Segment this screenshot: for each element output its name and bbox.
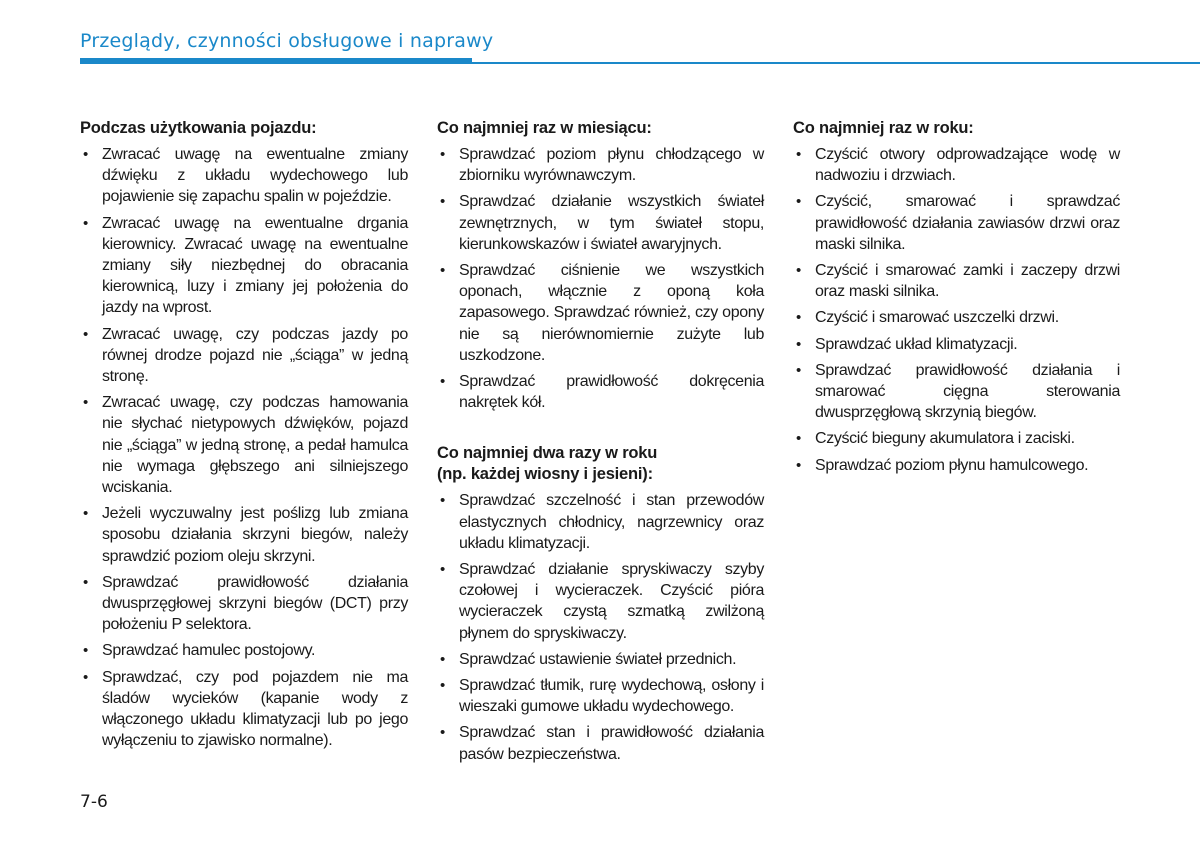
list-item-text: Sprawdzać poziom płynu hamulcowego.: [815, 456, 1089, 474]
bullet-icon: •: [796, 456, 801, 474]
list-item-text: Sprawdzać ustawienie świateł przednich.: [459, 650, 737, 668]
list-item: [437, 144, 764, 186]
list-item: [80, 640, 408, 661]
bullet-icon: •: [796, 193, 801, 211]
list-item-text: Sprawdzać ciśnienie we wszystkich oponach, włącznie z oponą koła zapasowego. Sprawdzać również, czy opony nie są nierównomiernie zużyte lub uszkodzone.: [459, 262, 764, 364]
list-item: [437, 675, 764, 717]
list-item: [793, 360, 1120, 424]
bullet-icon: •: [796, 309, 801, 327]
list-item-text: Sprawdzać szczelność i stan przewodów elastycznych chłodnicy, nagrzewnicy oraz układu klimatyzacji.: [459, 492, 764, 552]
section-heading: Co najmniej raz w miesiącu:: [437, 119, 652, 137]
list-item-text: Sprawdzać, czy pod pojazdem nie ma śladów wycieków (kapanie wody z włączonego układu klimatyzacji lub po jego wyłączeniu to zjawisko normalne).: [102, 668, 408, 750]
list-item: [793, 191, 1120, 255]
list-item-text: Czyścić i smarować uszczelki drzwi.: [815, 309, 1059, 327]
list-item-text: Czyścić otwory odprowadzające wodę w nadwoziu i drzwiach.: [815, 146, 1120, 185]
list-item-text: Sprawdzać poziom płynu chłodzącego w zbiorniku wyrównawczym.: [459, 146, 764, 185]
checklist: [793, 144, 1120, 476]
bullet-icon: •: [440, 373, 445, 391]
list-item: [793, 260, 1120, 302]
bullet-icon: •: [83, 214, 88, 232]
bullet-icon: •: [83, 325, 88, 343]
list-item: [80, 392, 408, 498]
list-item: [80, 213, 408, 319]
column-1: [80, 118, 408, 781]
list-item-text: Czyścić, smarować i sprawdzać prawidłowość działania zawiasów drzwi oraz maski silnika.: [815, 193, 1120, 253]
list-item: [437, 490, 764, 554]
checklist: [437, 490, 764, 764]
bullet-icon: •: [440, 492, 445, 510]
list-item-text: Sprawdzać tłumik, rurę wydechową, osłony i wieszaki gumowe układu wydechowego.: [459, 677, 764, 716]
checklist: [437, 144, 764, 413]
bullet-icon: •: [440, 561, 445, 579]
list-item-text: Czyścić bieguny akumulatora i zaciski.: [815, 430, 1075, 448]
chapter-title: Przeglądy, czynności obsługowe i naprawy: [80, 30, 494, 52]
bullet-icon: •: [440, 724, 445, 742]
list-item-text: Zwracać uwagę, czy podczas jazdy po równej drodze pojazd nie „ściąga” w jedną stronę.: [102, 325, 408, 386]
list-item: [80, 144, 408, 208]
list-item-text: Sprawdzać prawidłowość dokręcenia nakrętek kół.: [459, 373, 764, 412]
list-item: [80, 503, 408, 567]
list-item: [80, 324, 408, 388]
list-item-text: Sprawdzać układ klimatyzacji.: [815, 335, 1018, 353]
bullet-icon: •: [440, 146, 445, 163]
column-2: [437, 118, 764, 795]
list-item-text: Sprawdzać prawidłowość działania i smarować cięgna sterowania dwusprzęgłową skrzynią biegów.: [815, 361, 1120, 422]
bullet-icon: •: [440, 262, 445, 280]
list-item: [437, 722, 764, 764]
list-item: [793, 334, 1120, 355]
bullet-icon: •: [83, 668, 88, 686]
checklist-section: [793, 118, 1120, 476]
list-item: [437, 371, 764, 413]
checklist: [80, 144, 408, 751]
list-item-text: Sprawdzać działanie wszystkich świateł zewnętrznych, w tym świateł stopu, kierunkowskazów i świateł awaryjnych.: [459, 193, 764, 253]
list-item: [80, 667, 408, 752]
list-item-text: Zwracać uwagę na ewentualne zmiany dźwięku z układu wydechowego lub pojawienie się zapachu spalin w pojeździe.: [102, 146, 408, 206]
list-item-text: Sprawdzać prawidłowość działania dwusprzęgłowej skrzyni biegów (DCT) przy położeniu P selektora.: [102, 573, 408, 634]
bullet-icon: •: [796, 262, 801, 280]
list-item: [793, 307, 1120, 328]
bullet-icon: •: [796, 146, 801, 163]
checklist-section: [437, 443, 764, 764]
bullet-icon: •: [83, 505, 88, 523]
list-item: [793, 455, 1120, 476]
list-item: [437, 191, 764, 255]
column-3: [793, 118, 1120, 506]
page-number: 7-6: [80, 792, 108, 812]
list-item: [793, 144, 1120, 186]
list-item-text: Sprawdzać działanie spryskiwaczy szyby czołowej i wycieraczek. Czyścić pióra wycieraczek czystą szmatką zwilżoną płynem do spryskiwaczy.: [459, 561, 764, 642]
bullet-icon: •: [83, 642, 88, 660]
checklist-section: [437, 118, 764, 413]
list-item-text: Czyścić i smarować zamki i zaczepy drzwi oraz maski silnika.: [815, 262, 1120, 301]
bullet-icon: •: [796, 430, 801, 448]
checklist-section: [80, 118, 408, 751]
list-item-text: Sprawdzać stan i prawidłowość działania pasów bezpieczeństwa.: [459, 724, 764, 763]
bullet-icon: •: [440, 193, 445, 211]
list-item-text: Zwracać uwagę, czy podczas hamowania nie słychać nietypowych dźwięków, pojazd nie „ściąga” w jedną stronę, a pedał hamulca nie wymaga głębszego ani silniejszego wciskania.: [102, 394, 408, 497]
section-heading: Co najmniej raz w roku:: [793, 119, 974, 137]
bullet-icon: •: [83, 146, 88, 163]
list-item-text: Sprawdzać hamulec postojowy.: [102, 642, 316, 660]
bullet-icon: •: [796, 335, 801, 353]
bullet-icon: •: [440, 650, 445, 668]
list-item: [437, 649, 764, 670]
bullet-icon: •: [796, 361, 801, 379]
header-rule: [80, 62, 1200, 64]
list-item-text: Zwracać uwagę na ewentualne drgania kierownicy. Zwracać uwagę na ewentualne zmiany siły niezbędnej do obracania kierownicą, luzy i zmiany jej położenia do jazdy na wprost.: [102, 214, 408, 317]
list-item: [793, 428, 1120, 449]
list-item: [80, 572, 408, 636]
section-heading: Co najmniej dwa razy w roku (np. każdej wiosny i jesieni):: [437, 444, 658, 484]
list-item: [437, 559, 764, 644]
list-item: [437, 260, 764, 366]
list-item-text: Jeżeli wyczuwalny jest poślizg lub zmiana sposobu działania skrzyni biegów, należy sprawdzić poziom oleju skrzyni.: [102, 505, 408, 565]
bullet-icon: •: [440, 677, 445, 695]
bullet-icon: •: [83, 394, 88, 412]
bullet-icon: •: [83, 573, 88, 591]
section-heading: Podczas użytkowania pojazdu:: [80, 119, 317, 137]
